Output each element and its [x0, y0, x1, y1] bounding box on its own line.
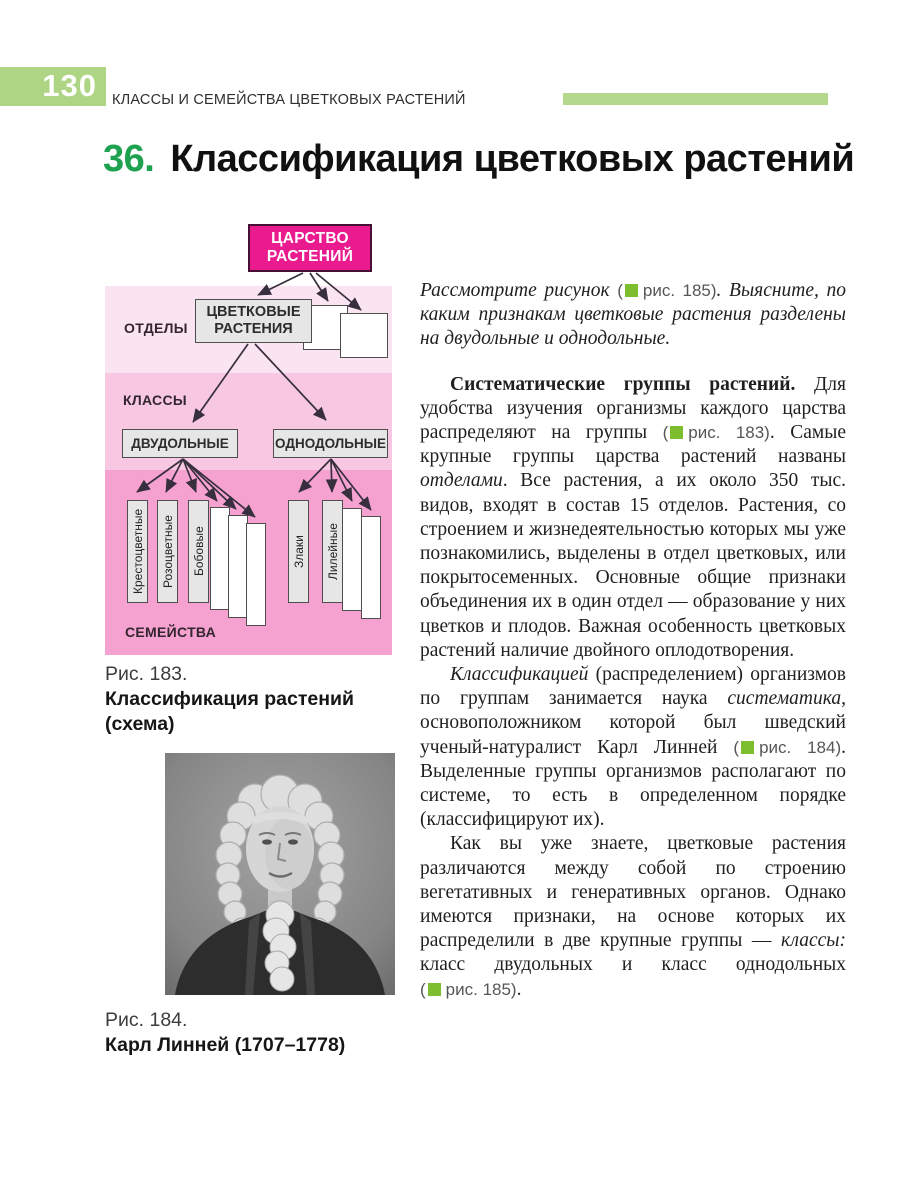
- empty-division-box: [340, 313, 388, 358]
- text-segment: Классификацией: [450, 664, 589, 686]
- paragraph: [420, 663, 846, 832]
- running-head: КЛАССЫ И СЕМЕЙСТВА ЦВЕТКОВЫХ РАСТЕНИЙ: [112, 92, 466, 108]
- figure-marker-icon: [741, 741, 754, 754]
- figure-marker-icon: [625, 284, 638, 297]
- empty-family-box: [210, 507, 230, 610]
- klassy-label: КЛАССЫ: [123, 392, 187, 408]
- flowering-plants-box: ЦВЕТКОВЫЕ РАСТЕНИЯ: [195, 299, 312, 343]
- text-segment: , основоположником которой был шведский ученый-натуралист Карл Линней: [420, 688, 846, 758]
- paragraph: [420, 279, 846, 352]
- family-box-legumes: Бобовые: [188, 500, 209, 603]
- otdely-label: ОТДЕЛЫ: [124, 320, 188, 336]
- article-text-column: [420, 279, 846, 1002]
- linnaeus-portrait-image: [165, 753, 395, 995]
- empty-family-box: [342, 508, 362, 611]
- family-box-grasses: Злаки: [288, 500, 309, 603]
- text-segment: класс двудольных и класс однодольных: [420, 954, 846, 976]
- paragraph: [420, 832, 846, 1001]
- header-green-bar: [563, 93, 828, 105]
- classification-diagram: [105, 224, 392, 655]
- text-segment: .: [516, 978, 522, 1000]
- kingdom-box: ЦАРСТВО РАСТЕНИЙ: [248, 224, 372, 272]
- empty-family-box: [228, 515, 248, 618]
- page-number-badge: 130: [0, 67, 106, 106]
- dicots-box: ДВУДОЛЬНЫЕ: [122, 429, 238, 458]
- monocots-box: ОДНОДОЛЬНЫЕ: [273, 429, 388, 458]
- paragraph: [420, 373, 846, 663]
- figure-183-title: Классификация растений (схема): [105, 688, 354, 735]
- text-segment: . Выясните, по каким признакам цветковые растения разделены на двудольные и однодольные.: [420, 280, 847, 350]
- figure-marker-icon: [428, 983, 441, 996]
- figure-183-caption: [105, 662, 425, 737]
- text-segment: Для удобства изучения организмы каждого царства распределяют на группы: [420, 373, 846, 444]
- figure-184-caption: [105, 1008, 425, 1058]
- text-segment: Систематические группы растений.: [450, 373, 796, 395]
- figure-184-title: Карл Линней (1707–1778): [105, 1034, 346, 1056]
- text-segment: . Выделенные группы организмов располагают по системе, то есть в определенном порядке (классифицируют их).: [420, 736, 847, 831]
- family-box-liliaceae: Лилейные: [322, 500, 343, 603]
- semeystva-label: СЕМЕЙСТВА: [125, 624, 217, 640]
- text-segment: отделами: [420, 470, 503, 492]
- empty-family-box: [246, 523, 266, 626]
- text-segment: классы:: [780, 930, 846, 952]
- section-title: Классификация цветковых растений: [170, 138, 855, 180]
- figure-reference: ( рис. 185): [617, 281, 717, 300]
- empty-family-box: [361, 516, 381, 619]
- text-segment: (распределением) организмов по группам занимается наука: [420, 664, 846, 710]
- text-segment: Рассмотрите рисунок: [420, 280, 618, 301]
- section-number: 36.: [103, 138, 155, 180]
- figure-reference: ( рис. 184): [733, 737, 842, 757]
- family-box-cruciferae: Крестоцветные: [127, 500, 148, 603]
- family-box-rosaceae: Розоцветные: [157, 500, 178, 603]
- text-segment: систематика: [727, 688, 842, 710]
- section-heading: [103, 138, 854, 181]
- figure-reference: ( рис. 183): [662, 423, 770, 443]
- figure-183-label: Рис. 183.: [105, 663, 188, 685]
- figure-reference: ( рис. 185): [420, 979, 517, 999]
- text-segment: . Самые крупные группы царства растений названы: [420, 422, 846, 468]
- figure-184-label: Рис. 184.: [105, 1009, 188, 1031]
- text-segment: Как вы уже знаете, цветковые растения различаются между собой по строению вегетативных и генеративных органов. Однако имеются признаки, на основе которых их распределили в две крупные группы —: [420, 833, 846, 952]
- figure-marker-icon: [670, 426, 683, 439]
- text-segment: . Все растения, а их около 350 тыс. видов, входят в состав 15 отделов. Растения, со строением и жизнедеятельностью которых мы уже познакомились, выделены в отдел цветковых, или покрытосеменных. Основные общие признаки объединения их в один отдел — образование у них цветков и плодов. Важная особенность цветковых растений наличие двойного оплодотворения.: [420, 470, 846, 661]
